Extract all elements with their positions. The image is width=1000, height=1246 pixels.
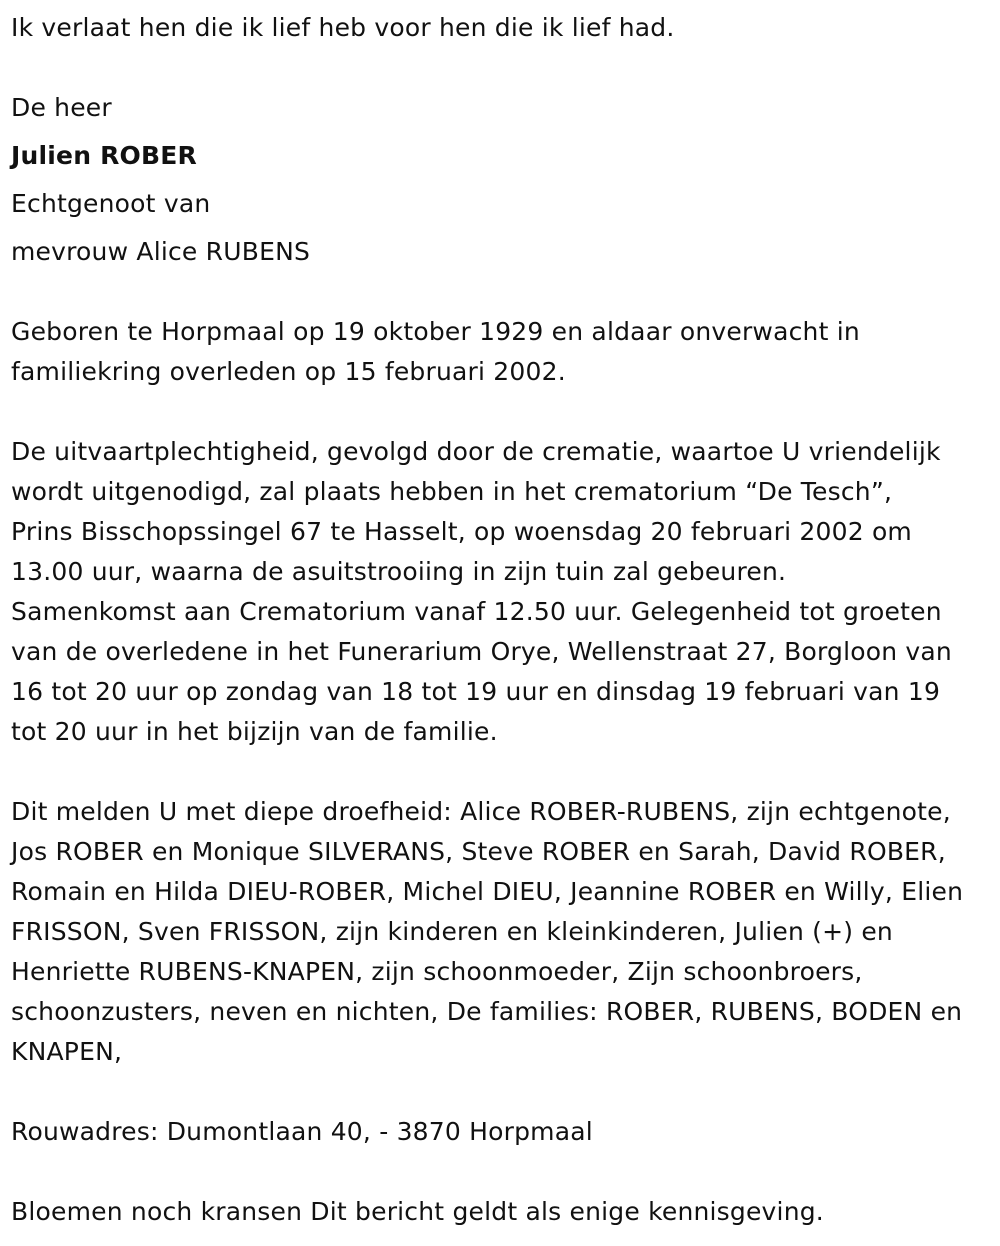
spacer [11, 272, 996, 312]
spacer [11, 224, 996, 232]
mourning-address: Rouwadres: Dumontlaan 40, - 3870 Horpmaal [11, 1117, 593, 1146]
ceremony-line: Prins Bisschopssingel 67 te Hasselt, op woensdag 20 februari 2002 om [11, 517, 912, 546]
spacer [11, 1152, 996, 1192]
salutation: De heer [11, 93, 112, 122]
deceased-name: Julien ROBER [11, 141, 197, 170]
spouse-intro: Echtgenoot van [11, 189, 211, 218]
ceremony-line: van de overledene in het Funerarium Orye, Wellenstraat 27, Borgloon van [11, 637, 952, 666]
spacer [11, 752, 996, 792]
spacer [11, 176, 996, 184]
ceremony-line: 16 tot 20 uur op zondag van 18 tot 19 uur en dinsdag 19 februari van 19 [11, 677, 941, 706]
ceremony-line: 13.00 uur, waarna de asuitstrooiing in zijn tuin zal gebeuren. [11, 557, 787, 586]
motto: Ik verlaat hen die ik lief heb voor hen die ik lief had. [11, 13, 675, 42]
birth-death-line: Geboren te Horpmaal op 19 oktober 1929 en aldaar onverwacht in [11, 317, 860, 346]
spacer [11, 48, 996, 88]
spacer [11, 128, 996, 136]
spacer [11, 392, 996, 432]
birth-death-paragraph [11, 312, 996, 392]
closing-note: Bloemen noch kransen Dit bericht geldt als enige kennisgeving. [11, 1197, 824, 1226]
ceremony-line: De uitvaartplechtigheid, gevolgd door de crematie, waartoe U vriendelijk [11, 437, 941, 466]
spacer [11, 1072, 996, 1112]
family-line: Dit melden U met diepe droefheid: Alice ROBER-RUBENS, zijn echtgenote, [11, 797, 951, 826]
family-line: Romain en Hilda DIEU-ROBER, Michel DIEU, Jeannine ROBER en Willy, Elien [11, 877, 964, 906]
family-line: schoonzusters, neven en nichten, De families: ROBER, RUBENS, BODEN en [11, 997, 963, 1026]
ceremony-line: tot 20 uur in het bijzijn van de familie. [11, 717, 498, 746]
family-line: Jos ROBER en Monique SILVERANS, Steve ROBER en Sarah, David ROBER, [11, 837, 946, 866]
family-paragraph [11, 792, 996, 1072]
obituary-notice [11, 8, 996, 1232]
family-line: FRISSON, Sven FRISSON, zijn kinderen en kleinkinderen, Julien (+) en [11, 917, 893, 946]
spouse-name: mevrouw Alice RUBENS [11, 237, 311, 266]
family-line: Henriette RUBENS-KNAPEN, zijn schoonmoeder, Zijn schoonbroers, [11, 957, 863, 986]
birth-death-line: familiekring overleden op 15 februari 2002. [11, 357, 566, 386]
ceremony-line: Samenkomst aan Crematorium vanaf 12.50 uur. Gelegenheid tot groeten [11, 597, 942, 626]
ceremony-line: wordt uitgenodigd, zal plaats hebben in het crematorium “De Tesch”, [11, 477, 893, 506]
ceremony-paragraph [11, 432, 996, 752]
family-line: KNAPEN, [11, 1037, 123, 1066]
